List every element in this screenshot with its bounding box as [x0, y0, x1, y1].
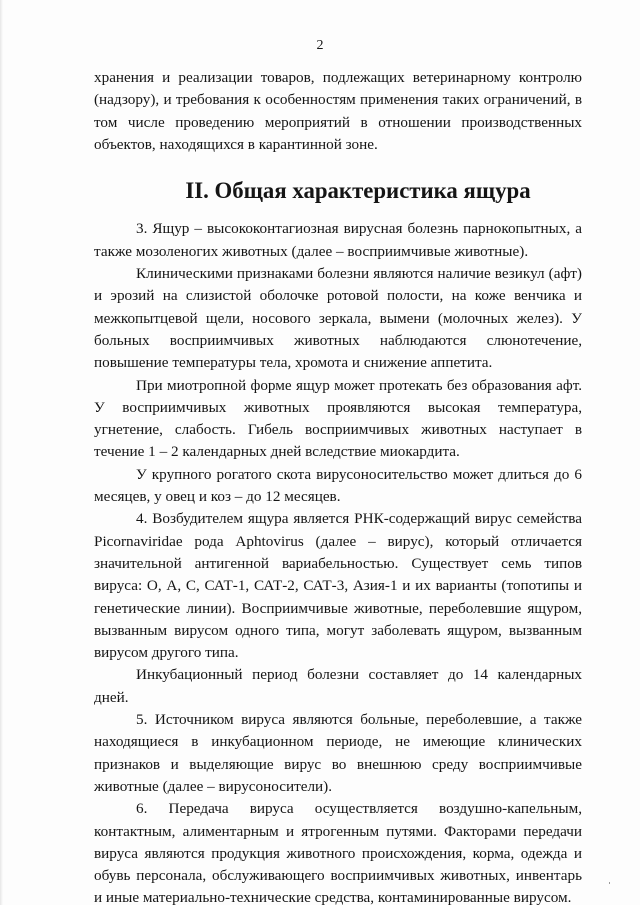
document-body [94, 67, 582, 910]
paragraph-item-6: 6. Передача вируса осуществляется воздушно-капельным, контактным, алиментарным и ятрогенным путями. Факторами передачи вируса являются продукция животного происхождения, корма, одежда и обувь персонала, обслуживающего восприимчивых животных, инвентарь и иные материально-технические средства, контаминированные вирусом. [94, 800, 582, 907]
scan-speck [609, 882, 610, 884]
paragraph-myotropic-form: При миотропной форме ящур может протекать без образования афт. У восприимчивых животных проявляются высокая температура, угнетение, слабость. Гибель восприимчивых животных наступает в течение 1 – 2 календарных дней вследствие миокардита. [94, 376, 582, 461]
page-number: 2 [316, 38, 324, 53]
section-title: II. Общая характеристика ящура [185, 178, 531, 204]
paragraph-carrier-duration: У крупного рогатого скота вирусоносительство может длиться до 6 месяцев, у овец и коз – до 12 месяцев. [94, 465, 582, 506]
paragraph-clinical-signs: Клиническими признаками болезни являются наличие везикул (афт) и эрозий на слизистой оболочке ротовой полости, на коже венчика и межкопытцевой щели, носового зеркала, вымени (молочных желез). У больных восприимчивых животных наблюдаются слюнотечение, повышение температуры тела, хромота и снижение аппетита. [94, 265, 582, 372]
paragraph-incubation: Инкубационный период болезни составляет до 14 календарных дней. [94, 666, 582, 706]
paragraph-item-5: 5. Источником вируса являются больные, переболевшие, а также находящиеся в инкубационном периоде, не имеющие клинических признаков и выделяющие вирус во внешнюю среду восприимчивые животные (далее – вирусоносители). [94, 711, 582, 795]
continuation-paragraph: хранения и реализации товаров, подлежащих ветеринарному контролю (надзору), и требования к особенностям применения таких ограничений, в том числе проведению мероприятий в отношении производственных объектов, находящихся в карантинной зоне. [94, 69, 582, 153]
scan-edge [0, 0, 3, 905]
paragraph-item-3: 3. Ящур – высококонтагиозная вирусная болезнь парнокопытных, а также мозоленогих животных (далее – восприимчивые животные). [94, 220, 582, 260]
section-heading [94, 156, 582, 218]
paragraph-item-4: 4. Возбудителем ящура является РНК-содержащий вирус семейства Picornaviridae рода Aphtovirus (далее – вирус), который отличается значительной антигенной вариабельностью. Существует семь типов вируса: О, А, С, САТ-1, САТ-2, САТ-3, Азия-1 и их варианты (топотипы и генетические линии). Восприимчивые животные, переболевшие ящуром, вызванным вирусом одного типа, могут заболевать ящуром, вызванным вирусом другого типа. [94, 510, 582, 662]
